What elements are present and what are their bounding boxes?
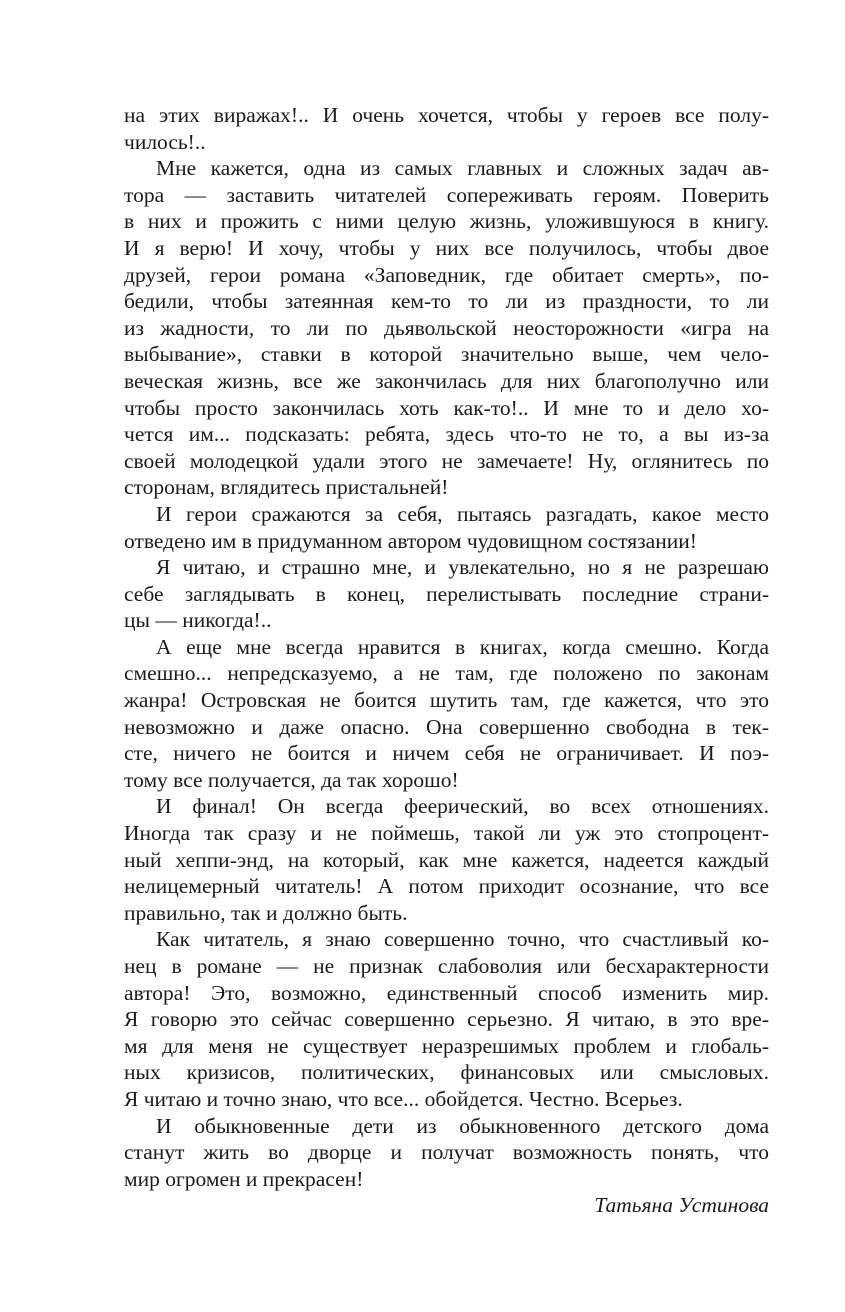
text-line: из жадности, то ли по дьявольской неосторожности «игра на (124, 315, 769, 340)
text-line: чтобы просто закончилась хоть как-то!.. И мне то и дело хо- (124, 395, 769, 420)
text-line: друзей, герои романа «Заповедник, где обитает смерть», по- (124, 262, 769, 287)
text-line: чется им... подсказать: ребята, здесь что-то не то, а вы из-за (124, 422, 769, 447)
text-line: мир огромен и прекрасен! (124, 1166, 364, 1191)
text-line: Мне кажется, одна из самых главных и сложных задач ав- (156, 156, 769, 181)
text-line: Я говорю это сейчас совершенно серьезно. Я читаю, в это вре- (124, 1007, 769, 1032)
text-line: И обыкновенные дети из обыкновенного детского дома (156, 1113, 769, 1138)
text-line: бедили, чтобы затеянная кем-то то ли из праздности, то ли (124, 289, 769, 314)
paragraph (124, 634, 769, 794)
text-line: веческая жизнь, все же закончилась для них благополучно или (124, 368, 769, 393)
text-line: цы — никогда!.. (124, 608, 272, 633)
text-line: Я читаю, и страшно мне, и увлекательно, но я не разрешаю (156, 555, 769, 580)
paragraph (124, 926, 769, 1112)
text-line: сторонам, вглядитесь пристальней! (124, 475, 449, 500)
text-line: тора — заставить читателей сопереживать героям. Поверить (124, 182, 769, 207)
paragraph (124, 1113, 769, 1193)
text-line: сте, ничего не боится и ничем себя не ограничивает. И поэ- (124, 741, 769, 766)
paragraph (124, 501, 769, 554)
text-line: И финал! Он всегда феерический, во всех отношениях. (156, 794, 769, 819)
text-line: жанра! Островская не боится шутить там, где кажется, что это (124, 688, 769, 713)
text-line: Я читаю и точно знаю, что все... обойдется. Честно. Всерьез. (124, 1086, 683, 1111)
text-line: невозможно и даже опасно. Она совершенно свободна в тек- (124, 714, 769, 739)
text-line: тому все получается, да так хорошо! (124, 767, 459, 792)
text-line: нелицемерный читатель! А потом приходит осознание, что все (124, 874, 769, 899)
text-line: своей молодецкой удали этого не замечаете! Ну, оглянитесь по (124, 448, 769, 473)
book-page (124, 102, 769, 1218)
text-line: И я верю! И хочу, чтобы у них все получилось, чтобы двое (124, 235, 769, 260)
text-line: на этих виражах!.. И очень хочется, чтобы у героев все полу- (124, 103, 769, 127)
text-line: отведено им в придуманном автором чудовищном состязании! (124, 528, 697, 553)
text-line: чилось!.. (124, 129, 206, 154)
text-line: ных кризисов, политических, финансовых или смысловых. (124, 1060, 769, 1085)
text-line: Иногда так сразу и не поймешь, такой ли уж это стопроцент- (124, 821, 769, 846)
text-line: выбывание», ставки в которой значительно выше, чем чело- (124, 342, 769, 367)
paragraph (124, 102, 769, 155)
text-line: смешно... непредсказуемо, а не там, где положено по законам (124, 661, 769, 686)
text-line: Как читатель, я знаю совершенно точно, что счастливый ко- (156, 927, 769, 952)
text-line: мя для меня не существует неразрешимых проблем и глобаль- (124, 1033, 769, 1058)
author-signature: Татьяна Устинова (594, 1193, 769, 1218)
text-line: автора! Это, возможно, единственный способ изменить мир. (124, 980, 769, 1005)
text-line: ный хеппи-энд, на который, как мне кажется, надеется каждый (124, 847, 769, 872)
text-line: И герои сражаются за себя, пытаясь разгадать, какое место (156, 501, 769, 526)
text-line: в них и прожить с ними целую жизнь, уложившуюся в книгу. (124, 209, 769, 234)
text-line: станут жить во дворце и получат возможность понять, что (124, 1140, 769, 1165)
text-body (124, 102, 769, 1192)
text-line: нец в романе — не признак слабоволия или бесхарактерности (124, 954, 769, 978)
paragraph (124, 155, 769, 501)
text-line: А еще мне всегда нравится в книгах, когда смешно. Когда (156, 634, 769, 659)
text-line: себе заглядывать в конец, перелистывать последние страни- (124, 581, 769, 606)
paragraph (124, 793, 769, 926)
paragraph (124, 554, 769, 634)
text-line: правильно, так и должно быть. (124, 900, 408, 925)
